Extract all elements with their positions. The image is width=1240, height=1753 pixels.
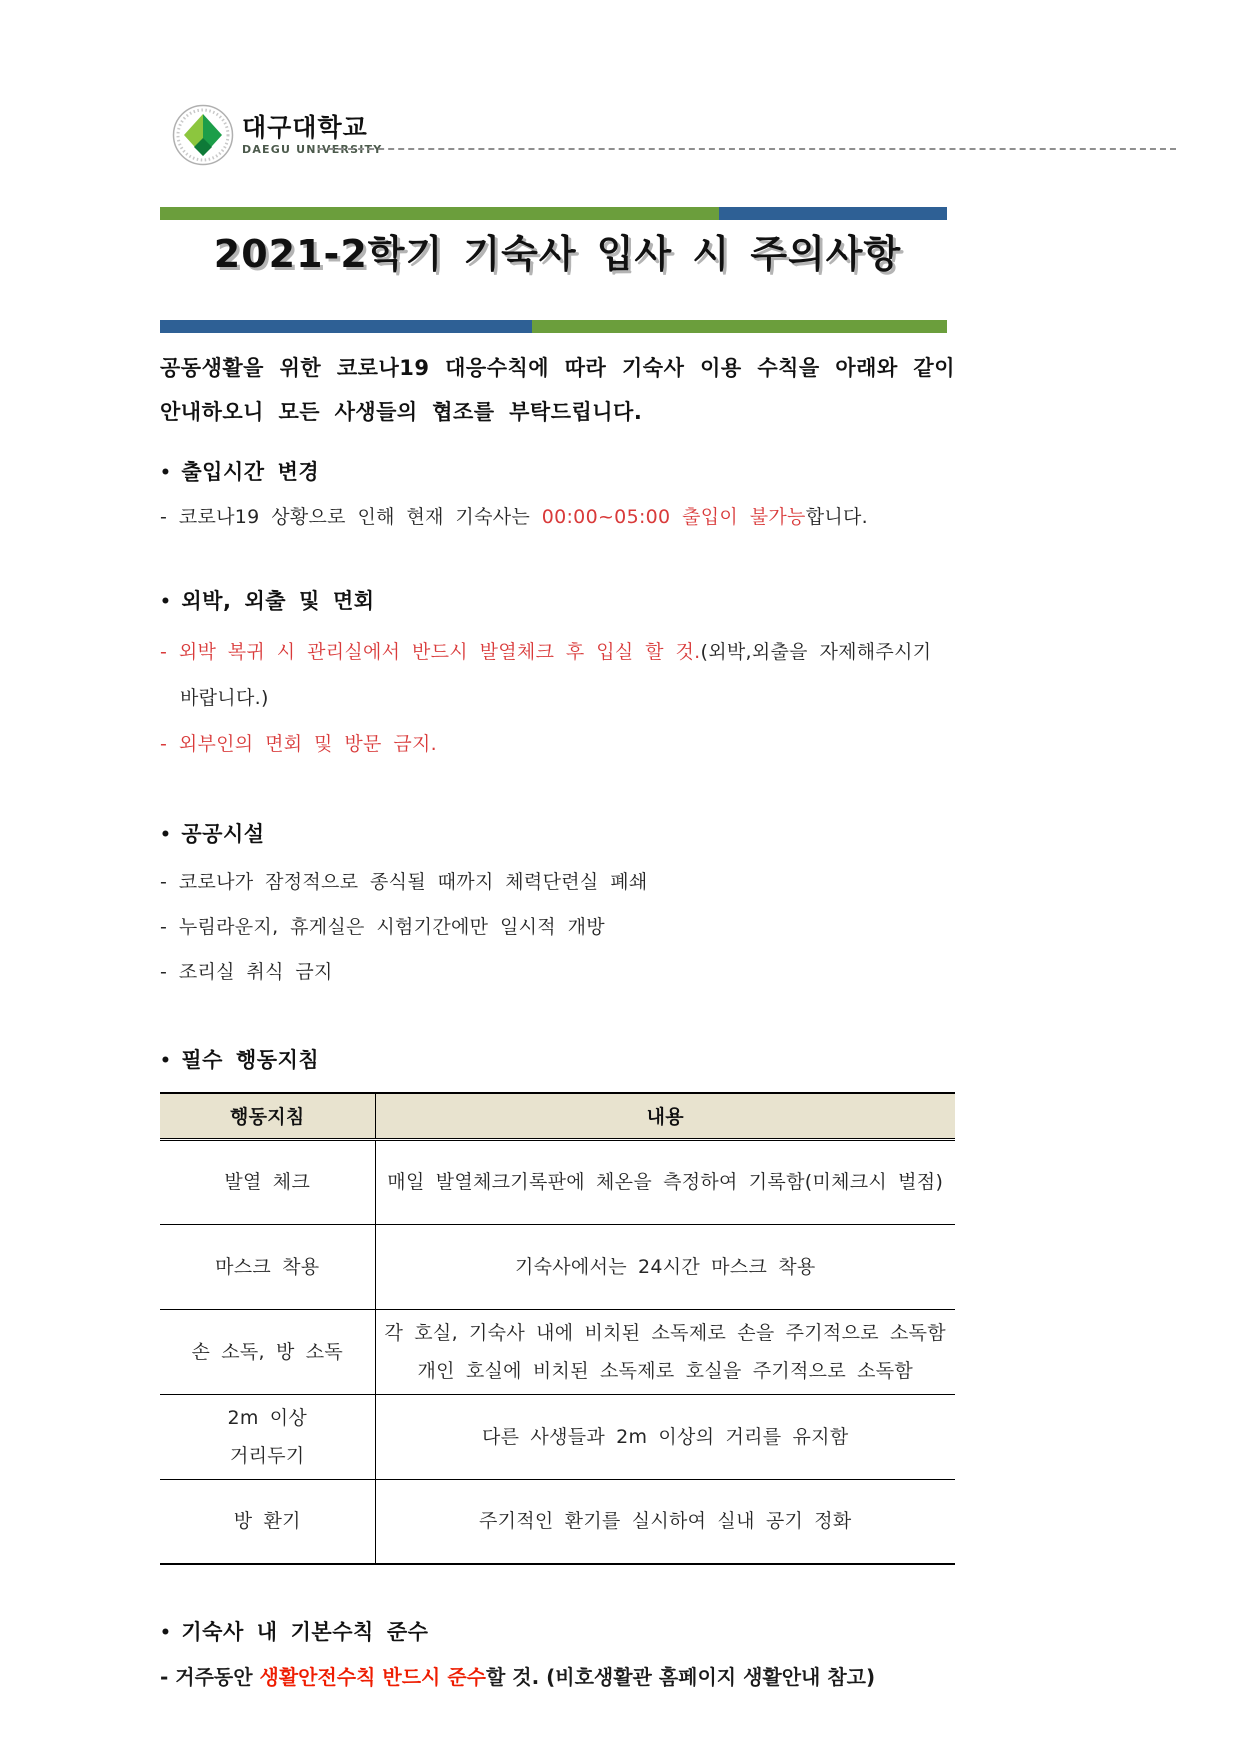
content-line: 개인 호실에 비치된 소독제로 호실을 주기적으로 소독함 — [417, 1359, 914, 1382]
table-header-content: 내용 — [375, 1093, 955, 1139]
guidelines-heading — [160, 1045, 955, 1076]
entry-rule-text-end: 합니다. — [805, 506, 868, 528]
guidelines-table — [160, 1092, 955, 1565]
accent-bar-bottom-blue — [160, 320, 532, 333]
content-cell: 다른 사생들과 2m 이상의 거리를 유지함 — [375, 1394, 955, 1479]
basic-rules-text: - 거주동안 — [160, 1665, 260, 1689]
document-content — [160, 207, 955, 1693]
facilities-list — [160, 860, 955, 995]
basic-rules-heading-label: 기숙사 내 기본수칙 준수 — [181, 1620, 429, 1644]
accent-bar-top-blue — [719, 207, 947, 220]
outing-rule-1-highlight: - 외박 복귀 시 관리실에서 반드시 발열체크 후 입실 할 것. — [160, 641, 701, 663]
accent-bar-top — [160, 207, 947, 220]
bullet-icon: • — [160, 463, 172, 483]
accent-bar-bottom — [160, 320, 947, 333]
section-entry-time — [160, 457, 955, 532]
guidelines-heading-label: 필수 행동지침 — [181, 1048, 320, 1072]
entry-time-heading-label: 출입시간 변경 — [181, 460, 320, 484]
university-logo — [172, 104, 382, 166]
section-facilities — [160, 819, 955, 995]
bullet-icon: • — [160, 1623, 172, 1643]
guidelines-table-head — [160, 1093, 955, 1139]
content-cell: 매일 발열체크기록판에 체온을 측정하여 기록함(미체크시 벌점) — [375, 1139, 955, 1224]
action-cell: 손 소독, 방 소독 — [160, 1309, 375, 1394]
table-row — [160, 1224, 955, 1309]
university-name: 대구대학교 — [242, 112, 368, 142]
facilities-heading-label: 공공시설 — [181, 822, 265, 846]
outing-rule-2: - 외부인의 면회 및 방문 금지. — [160, 733, 437, 755]
basic-rules-text-end: 할 것. (비호생활관 홈페이지 생활안내 참고) — [485, 1665, 876, 1689]
entry-rule-highlight: 00:00~05:00 출입이 불가능 — [541, 506, 806, 528]
section-basic-rules — [160, 1617, 955, 1693]
content-cell: 주기적인 환기를 실시하여 실내 공기 정화 — [478, 1510, 852, 1533]
bullet-icon: • — [160, 825, 172, 845]
table-header-row — [160, 1093, 955, 1139]
table-row — [160, 1309, 955, 1394]
action-cell: 발열 체크 — [160, 1139, 375, 1224]
table-row — [160, 1394, 955, 1479]
accent-bar-bottom-green — [532, 320, 947, 333]
outing-rule-1 — [160, 629, 955, 721]
guidelines-table-body — [160, 1139, 955, 1564]
action-cell: 방 환기 — [160, 1479, 375, 1564]
basic-rules-heading — [160, 1617, 955, 1648]
facility-item: - 조리실 취식 금지 — [160, 961, 333, 983]
bullet-icon: • — [160, 592, 172, 612]
outing-heading — [160, 586, 955, 617]
basic-rules-highlight: 생활안전수칙 반드시 준수 — [259, 1665, 486, 1689]
content-cell — [375, 1309, 955, 1394]
accent-bar-top-green — [160, 207, 719, 220]
bullet-icon: • — [160, 1051, 172, 1071]
university-name-en: DAEGU UNIVERSITY — [242, 142, 383, 156]
action-cell: 마스크 착용 — [160, 1224, 375, 1309]
facility-item: - 코로나가 잠정적으로 종식될 때까지 체력단련실 폐쇄 — [160, 871, 648, 893]
entry-rule-text: - 코로나19 상황으로 인해 현재 기숙사는 — [160, 506, 542, 528]
intro-paragraph: 공동생활을 위한 코로나19 대응수칙에 따라 기숙사 이용 수칙을 아래와 같이 안내하오니 모든 사생들의 협조를 부탁드립니다. — [160, 356, 955, 424]
basic-rules-rule — [160, 1661, 955, 1693]
document-title: 2021-2학기 기숙사 입사 시 주의사항 — [213, 232, 902, 276]
table-row — [160, 1479, 955, 1564]
action-cell — [160, 1394, 375, 1479]
content-line: 각 호실, 기숙사 내에 비치된 소독제로 손을 주기적으로 소독함 — [384, 1321, 946, 1344]
outing-heading-label: 외박, 외출 및 면회 — [181, 589, 375, 613]
entry-time-rule — [160, 502, 955, 532]
section-outing — [160, 586, 955, 767]
facility-item: - 누림라운지, 휴게실은 시험기간에만 일시적 개방 — [160, 916, 605, 938]
outing-rule-1-note: (외박,외출을 자제해주시기 바랍니다.) — [180, 641, 932, 709]
table-row — [160, 1139, 955, 1224]
header-dashed-divider — [318, 148, 1176, 150]
section-guidelines — [160, 1045, 955, 1565]
entry-time-heading — [160, 457, 955, 488]
table-header-action: 행동지침 — [160, 1093, 375, 1139]
facilities-heading — [160, 819, 955, 850]
content-cell: 기숙사에서는 24시간 마스크 착용 — [375, 1224, 955, 1309]
action-line: 2m 이상 — [227, 1406, 308, 1429]
action-line: 거리두기 — [229, 1444, 305, 1467]
university-emblem-icon — [172, 104, 234, 166]
